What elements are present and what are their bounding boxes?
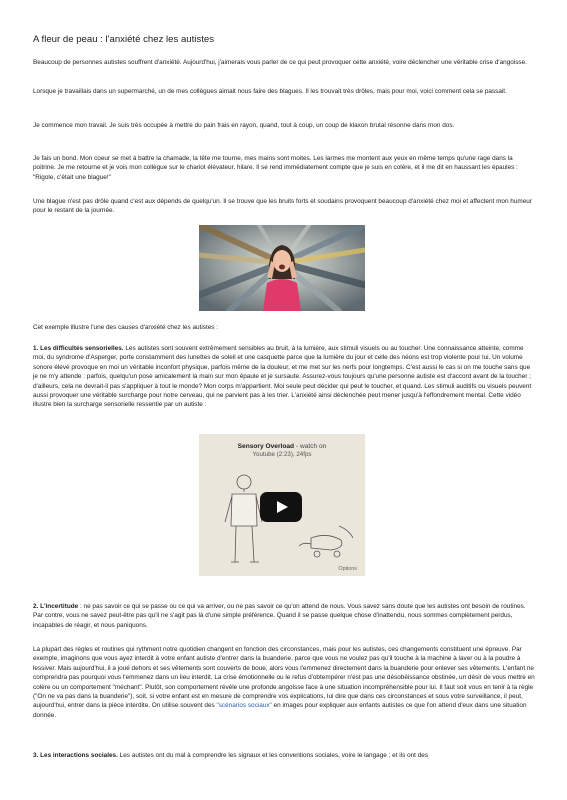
section-3-heading: 3. Les interactions sociales.: [33, 752, 118, 759]
section-2-text-1: : ne pas savoir ce qui se passe ou ce qui va arriver, ou ne pas savoir ce qu'on attend de nous. Vous savez sans doute que les autistes ont besoin de routines. Par contre, vous ne savez peut-être pas qu'il ne s'agit pas là d'une simple préférence. Quand il se passe quelque chose d'inattendu, nous sommes complètement perdus, incapables de réagir, et nous paniquons.: [33, 603, 526, 629]
anxious-woman-photo: [199, 225, 365, 311]
play-icon: [277, 501, 288, 513]
play-button[interactable]: [260, 492, 302, 522]
article-title: A fleur de peau : l'anxiété chez les autistes: [33, 34, 215, 45]
social-scenarios-link[interactable]: "scénarios sociaux": [216, 702, 272, 710]
video-title-line: [199, 443, 365, 451]
video-platform: Youtube: [252, 451, 275, 458]
video-title-suffix: - watch on: [294, 443, 327, 450]
causes-intro: Cet exemple illustre l'une des causes d'anxiété chez les autistes :: [33, 324, 219, 331]
section-3-paragraph: [33, 751, 535, 760]
intro-paragraph-5: Une blague n'est pas drôle quand c'est aux dépends de quelqu'un. Il se trouve que les bruits forts et soudains provoquent beaucoup d'anxiété chez moi et affectent mon humeur pour le restant de la journée.: [33, 198, 532, 215]
section-2-text-2: La plupart des règles et routines qui rythment notre quotidien changent en fonction des circonstances, mais pour les autistes, ces changements constituent une épreuve. Par exemple, imaginons que vous ayez interdit à votre enfant autiste d'entrer dans la buanderie, parce que vous ne voulez pas qu'il touche à la machine à laver ou à la poudre à lessiver. Mais aujourd'hui, il a joué dehors et ses vêtements sont couverts de boue, alors vous l'emmenez directement dans la buanderie pour enlever ses vêtements. L'enfant ne comprendra pas pourquoi vous l'emmenez dans un lieu interdit. La crise émotionnelle ou le refus d'obtempérer n'est pas une désobéissance obstinée, un désir de vous mettre en colère ou un comportement "méchant". Plutôt, son comportement révèle une profonde angoisse face à une situation incompréhensible pour lui. Il faut soit vous en tenir à la règle ("On ne va pas dans la buanderie"), soit, si votre enfant est en mesure de comprendre vos explications, lui dire que dans ces circonstances et sous votre surveillance, il peut, aujourd'hui, entrer dans la pièce interdite. On utilise souvent des: [33, 646, 535, 710]
video-subtitle: Youtube (2:23), 24fps: [252, 451, 312, 458]
intro-paragraph-4: Je fais un bond. Mon coeur se met à battre la chamade, la tête me tourne, mes mains sont moites. Les larmes me montent aux yeux en même temps qu'une rage dans la poitrine. Je me retourne et je vois mon collègue sur le chariot élévateur, hilare. Il se rend immédiatement compte que je suis en colère, et il me dit en haussant les épaules : "Rigole, c'était une blague!": [33, 155, 518, 181]
section-1-paragraph: [33, 344, 535, 410]
intro-paragraph-3: Je commence mon travail. Je suis très occupée à mettre du pain frais en rayon, quand, tout à coup, un coup de klaxon brutal résonne dans mon dos.: [33, 122, 455, 129]
video-options-link[interactable]: Options: [338, 566, 357, 572]
section-1-heading: 1. Les difficultés sensorielles.: [33, 345, 124, 352]
section-3-text: Les autistes ont du mal à comprendre les signaux et les conventions sociales, voire le langage ; et ils ont des: [117, 752, 429, 759]
video-fps: 24fps: [296, 451, 312, 458]
section-2-paragraph-2: [33, 645, 535, 720]
video-title: Sensory Overload: [237, 443, 295, 450]
section-2-paragraph-1: [33, 602, 535, 630]
video-duration: (2:23): [276, 451, 293, 458]
intro-paragraph-1: Beaucoup de personnes autistes souffrent d'anxiété. Aujourd'hui, j'aimerais vous parler de ce qui peut provoquer cette anxiété, voire déclencher une véritable crise d'angoisse.: [33, 59, 527, 66]
section-2-text-3: en images pour expliquer aux enfants autistes ce que l'on attend d'eux dans une situation donnée.: [33, 702, 527, 719]
sensory-overload-video[interactable]: [199, 434, 365, 576]
section-1-text: Les autistes sont souvent extrêmement sensibles au bruit, à la lumière, aux stimuli visuels ou au toucher. Une connaissance atteinte, comme moi, du syndrome d'Asperger, porte constamment des lunettes de soleil et une casquette parce que la lumière du jour et celle des néons est trop violente pour lui. Un volume sonore élevé provoque en moi un véritable inconfort physique, parfois même de la douleur, et me met sur les nerfs pour longtemps. C'est aussi le cas si on me touche sans que je ne m'y attende : parfois, quelqu'un pose amicalement la main sur mon épaule et je sursaute. Assurez-vous toujours qu'une personne autiste est d'accord avant de la toucher ; d'ailleurs, cela ne devrait-il pas s'appliquer à tout le monde? Mon corps m'appartient. Moi seule peut décider qui peut le toucher, et quand. Les stimuli auditifs ou visuels peuvent aussi provoquer une véritable surcharge pour notre cerveau, qui ne parvient pas à les trier. L'anxiété ainsi déclenchée peut mener jusqu'à l'effondrement mental. Cette vidéo illustre bien la surcharge sensorielle ressentie par un autiste :: [33, 345, 532, 409]
intro-paragraph-2: Lorsque je travaillais dans un supermarché, un de mes collègues aimait nous faire des blagues. Il les trouvait très drôles, mais pour moi, voici comment cela se passait.: [33, 88, 507, 95]
section-2-heading: 2. L'incertitude: [33, 603, 79, 610]
